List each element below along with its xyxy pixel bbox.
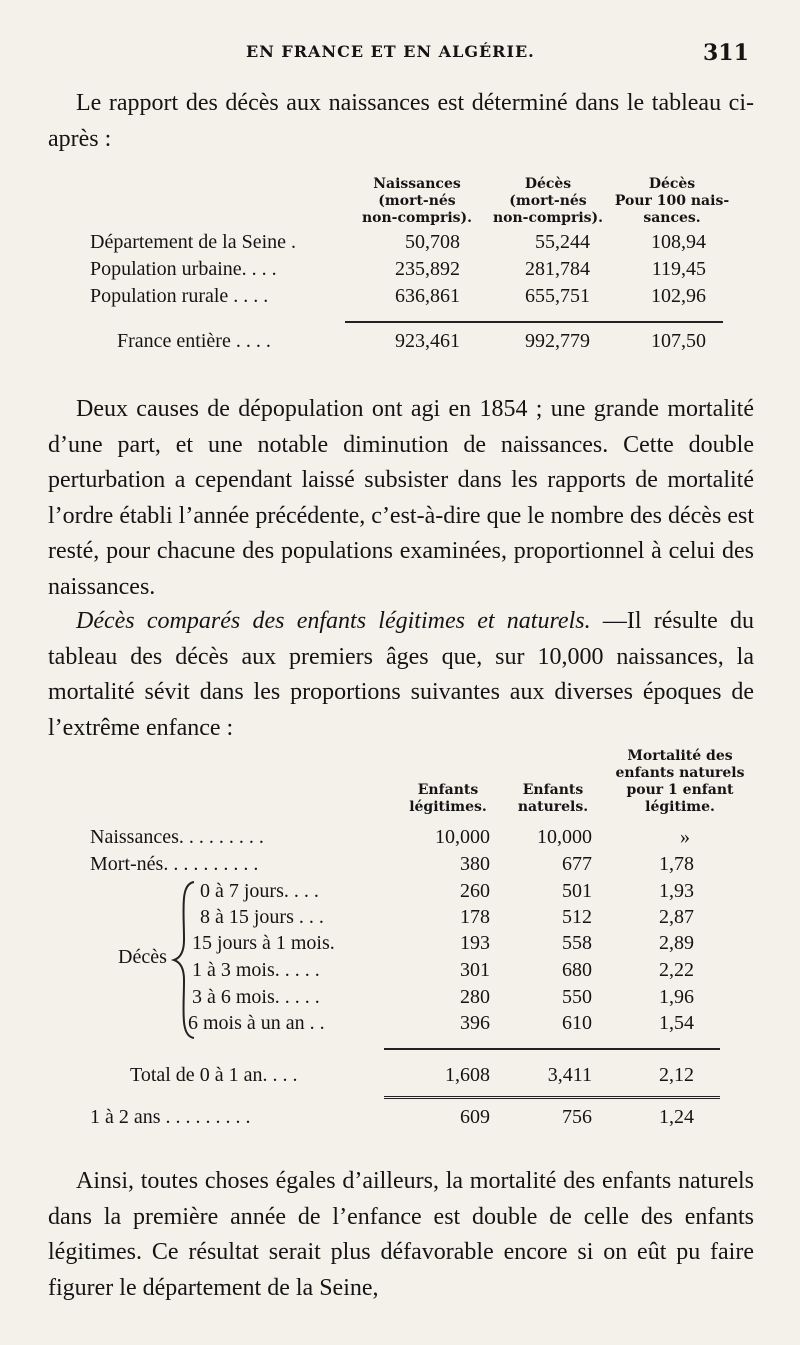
table2-deces-label: Décès (118, 946, 167, 968)
table1-total-rule (345, 321, 723, 323)
table2-cell: 1,78 (659, 853, 694, 875)
table2-extra-cell: 1,24 (659, 1106, 694, 1128)
table2-extra-label: 1 à 2 ans . . . . . . . . . (90, 1106, 251, 1128)
table2-cell: 550 (562, 986, 592, 1008)
table2-row-label: Mort-nés. . . . . . . . . . (90, 853, 259, 875)
table1-total-cell: 992,779 (525, 330, 590, 352)
table1-cell: 108,94 (651, 231, 706, 253)
table2-total-rule (384, 1048, 720, 1050)
table1-row-label: Département de la Seine . (90, 231, 297, 253)
table2-cell: 1,54 (659, 1012, 694, 1034)
table1-cell: 655,751 (525, 285, 590, 307)
paragraph-deces-compares (48, 604, 754, 746)
section-heading-italic: Décès comparés des enfants légitimes et naturels. (76, 608, 591, 634)
table2-cell: 178 (460, 906, 490, 928)
paragraph-deces-compares-text: —Il résulte du tableau des décès aux premiers âges que, sur 10,000 naissances, la mortalité sévit dans les proportions suivantes aux diverses époques de l’extrême enfance : (48, 608, 754, 741)
table2-header-naturels: Enfants naturels. (517, 782, 589, 815)
table2-extra-cell: 609 (460, 1106, 490, 1128)
table2-row-label: 0 à 7 jours. . . . (200, 880, 319, 902)
table1-row-label: Population urbaine. . . . (90, 258, 277, 280)
table2-row-label: 8 à 15 jours . . . (200, 906, 324, 928)
table2-cell: 680 (562, 959, 592, 981)
table1-total-cell: 107,50 (651, 330, 706, 352)
table2-cell: 280 (460, 986, 490, 1008)
table1-header-deces: Décès (mort-nés non-compris). (492, 176, 604, 226)
paragraph-intro-text: Le rapport des décès aux naissances est déterminé dans le tableau ci-après : (48, 90, 754, 152)
table2-cell: 558 (562, 932, 592, 954)
table2-cell: 396 (460, 1012, 490, 1034)
table2-total-cell: 2,12 (659, 1064, 694, 1086)
table2-cell: 10,000 (537, 826, 592, 848)
table1-header-naissances: Naissances (mort-nés non-compris). (361, 176, 473, 226)
table2-cell: 2,89 (659, 932, 694, 954)
table2-cell: 1,96 (659, 986, 694, 1008)
table2-header-mortalite: Mortalité des enfants naturels pour 1 enfant légitime. (615, 748, 745, 815)
table2-cell: 260 (460, 880, 490, 902)
table1-header-pour100: Décès Pour 100 nais- sances. (614, 176, 730, 226)
table2-cell: 193 (460, 932, 490, 954)
table2-total-cell: 3,411 (547, 1064, 592, 1086)
table2-row-label: 1 à 3 mois. . . . . (192, 959, 320, 981)
table1-total-label: France entière . . . . (117, 330, 271, 352)
table2-extra-rule (384, 1096, 720, 1099)
table2-extra-cell: 756 (562, 1106, 592, 1128)
table2-cell: 2,22 (659, 959, 694, 981)
table1-row-label: Population rurale . . . . (90, 285, 269, 307)
paragraph-conclusion (48, 1164, 754, 1306)
table2-total-label: Total de 0 à 1 an. . . . (130, 1064, 298, 1086)
table2-cell: 1,93 (659, 880, 694, 902)
brace-bracket (170, 880, 198, 1040)
table2-header-legitimes: Enfants légitimes. (409, 782, 487, 815)
table2-cell: 610 (562, 1012, 592, 1034)
table2-cell: 2,87 (659, 906, 694, 928)
table1-cell: 50,708 (405, 231, 460, 253)
table1-cell: 55,244 (535, 231, 590, 253)
table2-row-label: 6 mois à un an . . (188, 1012, 325, 1034)
table1-cell: 636,861 (395, 285, 460, 307)
paragraph-depopulation-text: Deux causes de dépopulation ont agi en 1854 ; une grande mortalité d’une part, et une notable diminution de naissances. Cette double perturbation a cependant laissé subsister dans les rapports de mortalité l’ordre établi l’année précédente, c’est-à-dire que le nombre des décès est resté, pour chacune des populations examinées, proportionnel à celui des naissances. (48, 396, 754, 600)
table2-cell: » (680, 826, 690, 848)
table2-cell: 501 (562, 880, 592, 902)
table2-cell: 380 (460, 853, 490, 875)
table2-row-label: 15 jours à 1 mois. (192, 932, 335, 954)
table2-row-label: 3 à 6 mois. . . . . (192, 986, 320, 1008)
table1-cell: 235,892 (395, 258, 460, 280)
table1-cell: 119,45 (651, 258, 706, 280)
running-head: EN FRANCE ET EN ALGÉRIE. (246, 42, 535, 61)
table2-cell: 301 (460, 959, 490, 981)
table1-total-cell: 923,461 (395, 330, 460, 352)
table2-total-cell: 1,608 (445, 1064, 490, 1086)
table2-cell: 512 (562, 906, 592, 928)
paragraph-conclusion-text: Ainsi, toutes choses égales d’ailleurs, la mortalité des enfants naturels dans la première année de l’enfance est double de celle des enfants légitimes. Ce résultat serait plus défavorable encore si on eût pu faire figurer le département de la Seine, (48, 1168, 754, 1301)
table2-cell: 677 (562, 853, 592, 875)
paragraph-intro (48, 86, 754, 157)
paragraph-depopulation (48, 392, 754, 605)
table1-cell: 102,96 (651, 285, 706, 307)
page-number: 311 (703, 40, 749, 66)
table2-cell: 10,000 (435, 826, 490, 848)
table2-row-label: Naissances. . . . . . . . . (90, 826, 264, 848)
table1-cell: 281,784 (525, 258, 590, 280)
